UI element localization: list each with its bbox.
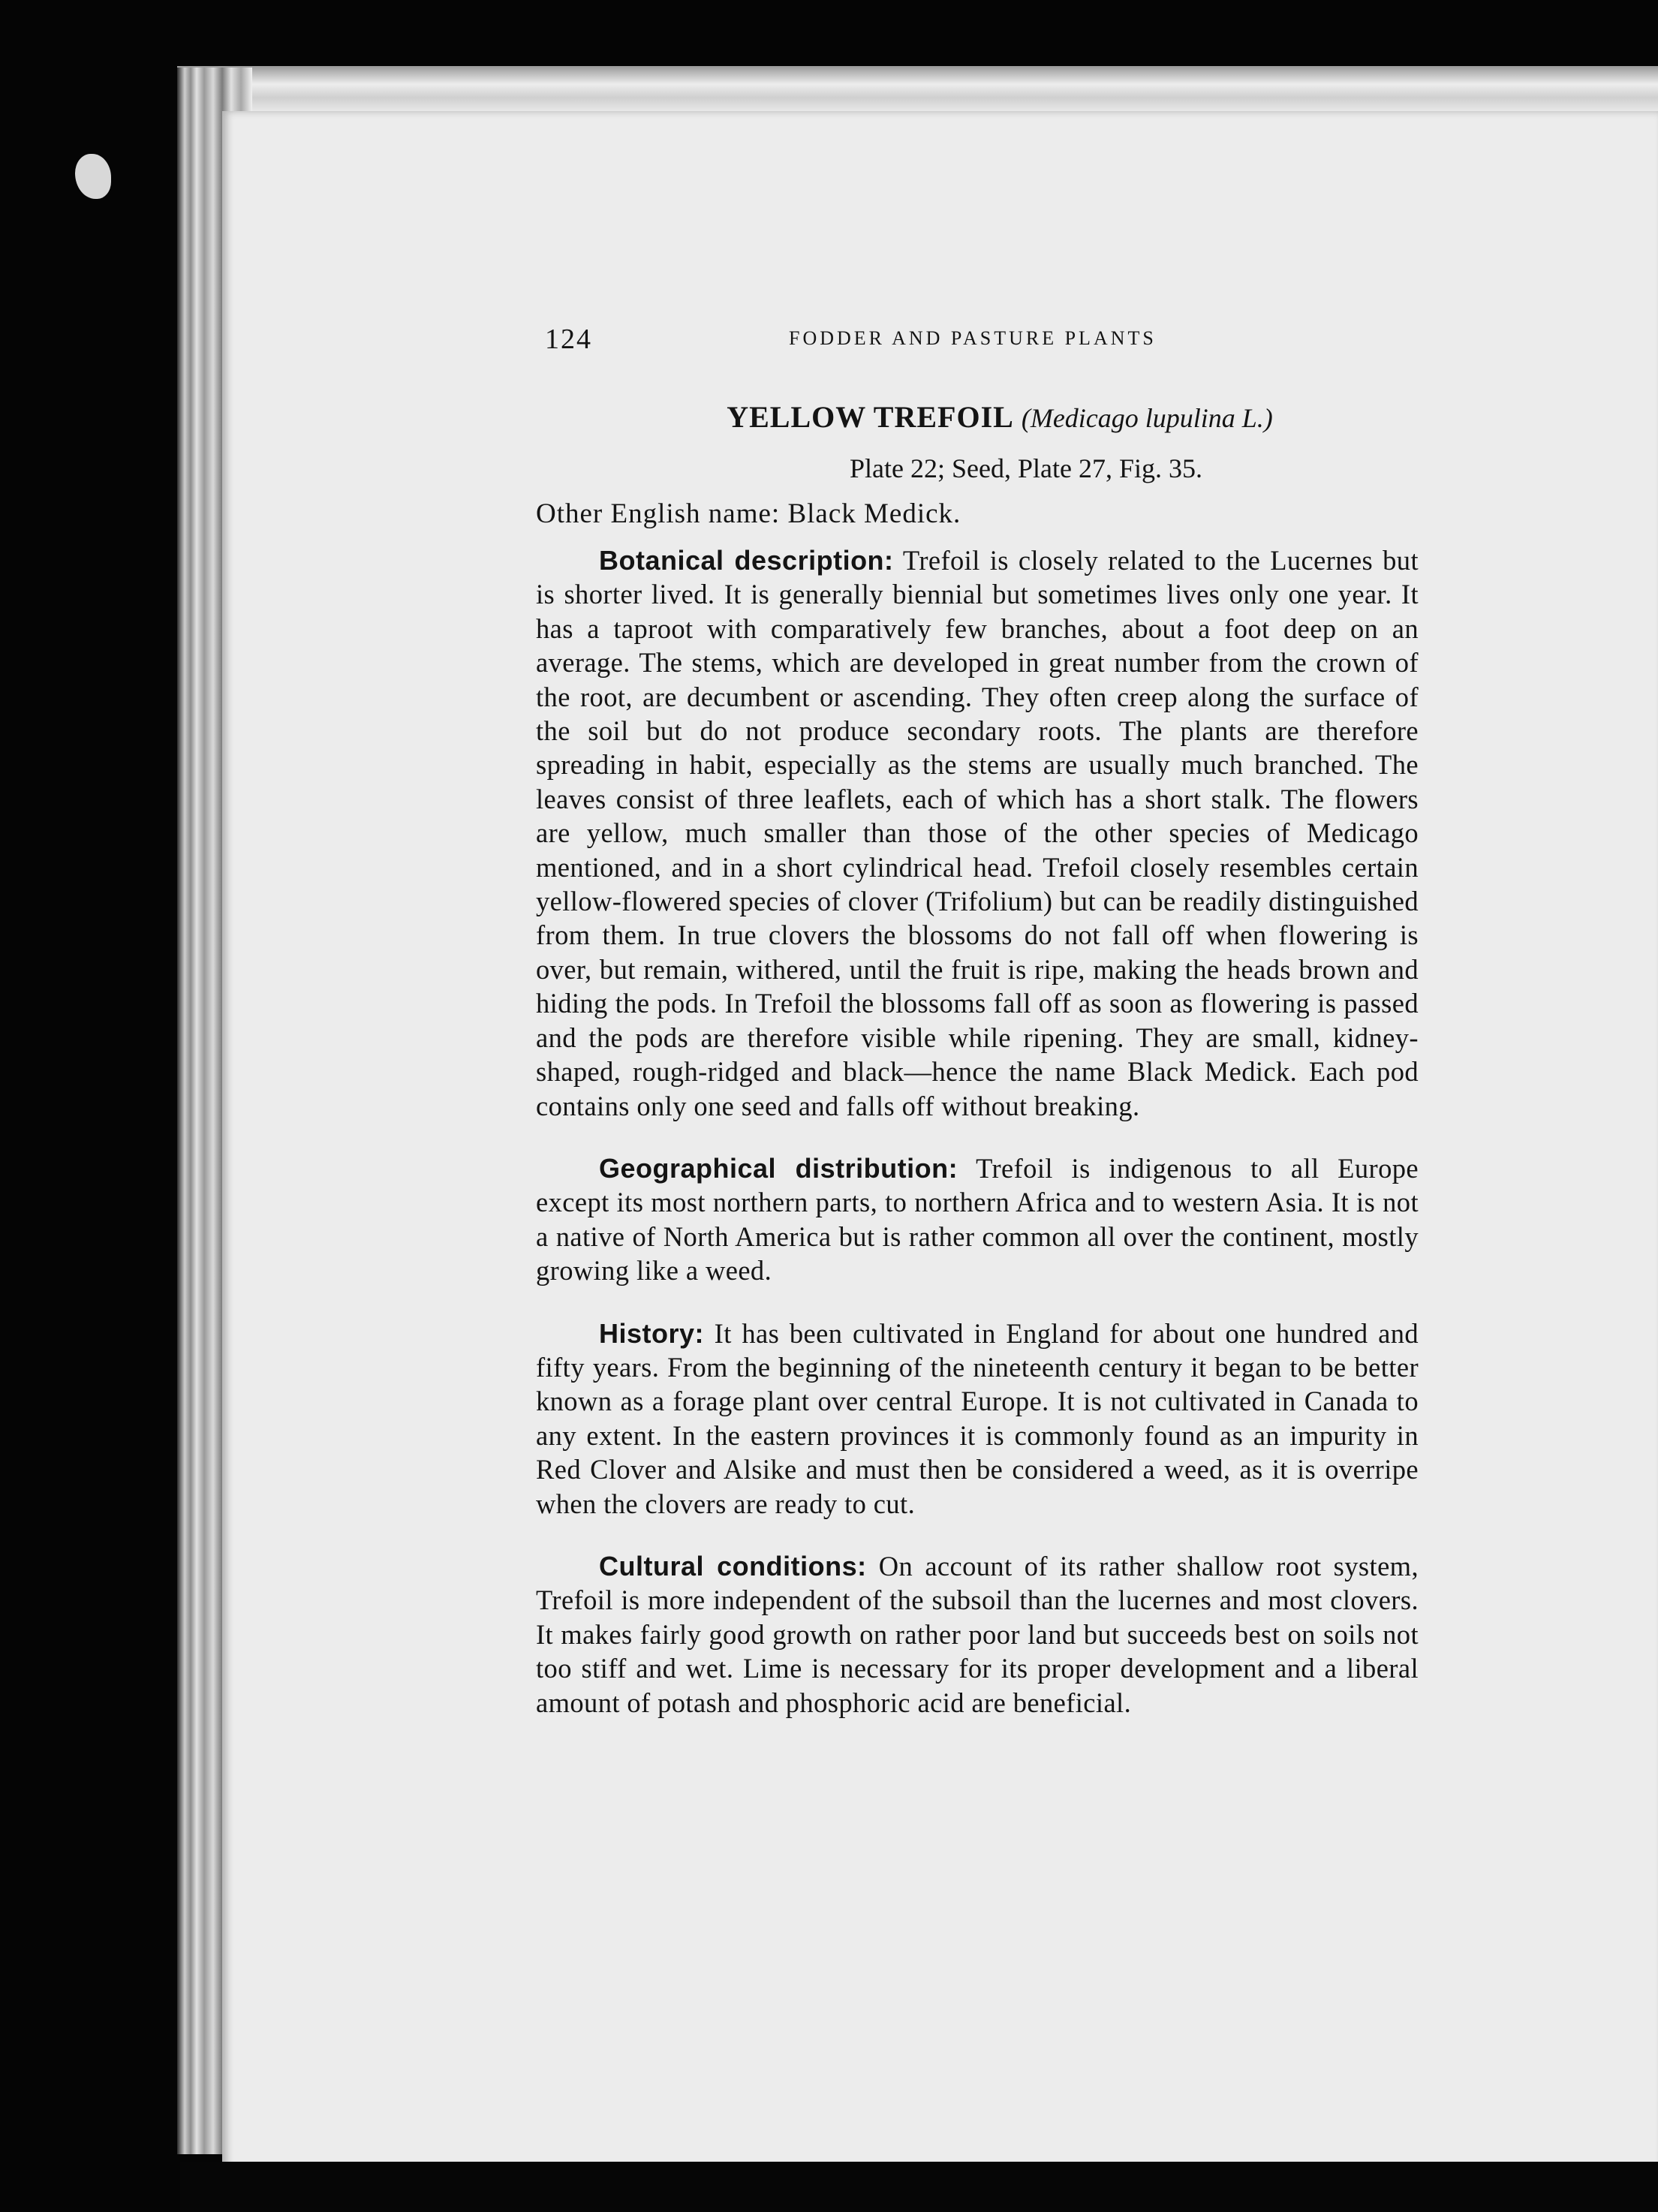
section-heading: Botanical description:	[599, 545, 894, 576]
paper-scrap	[75, 154, 111, 199]
article-title	[536, 399, 1419, 435]
section-history	[536, 1317, 1419, 1521]
title-common-name: YELLOW TREFOIL	[727, 400, 1014, 434]
bottom-shadow	[180, 2162, 1658, 2212]
section-geographical-distribution	[536, 1151, 1419, 1288]
section-heading: History:	[599, 1317, 705, 1349]
section-heading: Geographical distribution:	[599, 1152, 958, 1184]
section-heading: Cultural conditions:	[599, 1550, 867, 1582]
section-botanical-description	[536, 543, 1419, 1123]
page-number: 124	[545, 324, 592, 355]
page-content	[536, 323, 1419, 1720]
plate-reference: Plate 22; Seed, Plate 27, Fig. 35.	[850, 453, 1202, 483]
section-text: On account of its rather shallow root system, Trefoil is more independent of the subsoil than the lucernes and most clovers. It makes fairly good growth on rather poor land but succeeds best on soils not too stiff and wet. Lime is necessary for its proper development and a liberal amount of potash and phosphoric acid are beneficial.	[536, 1550, 1419, 1718]
section-cultural-conditions	[536, 1549, 1419, 1720]
other-english-name: Other English name: Black Medick.	[536, 498, 961, 529]
title-scientific-name: (Medicago lupulina L.)	[1021, 403, 1273, 433]
section-text: Trefoil is closely related to the Lucernes but is shorter lived. It is generally biennial but sometimes lives only one year. It has a taproot with comparatively few branches, about a foot deep on an average. The stems, which are developed in great number from the crown of the root, are decumbent or ascending. They often creep along the surface of the soil but do not produce secondary roots. The plants are therefore spreading in habit, especially as the stems are usually much branched. The leaves consist of three leaflets, each of which has a short stalk. The flowers are yellow, much smaller than those of the other species of Medicago mentioned, and in a short cylindrical head. Trefoil closely resembles certain yellow-flowered species of clover (Trifolium) but can be readily distinguished from them. In true clovers the blossoms do not fall off when flowering is over, but remain, withered, until the fruit is ripe, making the heads brown and hiding the pods. In Trefoil the blossoms fall off as soon as flowering is passed and the pods are therefore visible while ripening. They are small, kidney-shaped, rough-ridged and black—hence the name Black Medick. Each pod contains only one seed and falls off without breaking.	[536, 545, 1419, 1121]
section-text: Trefoil is indigenous to all Europe except its most northern parts, to northern Africa and to western Asia. It is not a native of North America but is rather common all over the continent, mostly growing like a weed.	[536, 1152, 1419, 1287]
section-text: It has been cultivated in England for about one hundred and fifty years. From the beginning of the nineteenth century it began to be better known as a forage plant over central Europe. It is not cultivated in Canada to any extent. In the eastern provinces it is commonly found as an impurity in Red Clover and Alsike and must then be considered a weed, as it is overripe when the clovers are ready to cut.	[536, 1317, 1419, 1519]
book-top-edge	[177, 66, 1658, 111]
running-head	[536, 323, 1419, 368]
running-title: FODDER AND PASTURE PLANTS	[789, 327, 1157, 349]
